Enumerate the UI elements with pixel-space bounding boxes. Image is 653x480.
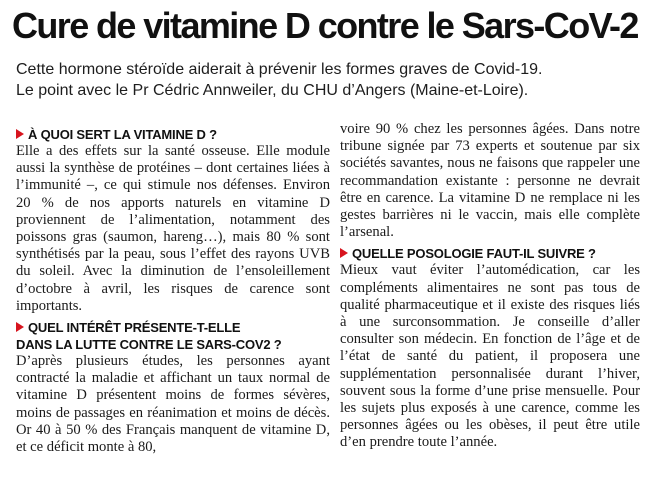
article-title: Cure de vitamine D contre le Sars-CoV-2 — [12, 5, 638, 46]
column-left — [16, 126, 330, 456]
section-2-body: D’après plusieurs études, les personnes ayant contracté la maladie et affichant un taux normal de vitamine D présentent moins de formes sévères, moins de passages en réanimation et moins de décès. Or 40 à 50 % des Français manquent de vitamine D, et ce déficit monte à 80, — [16, 353, 330, 456]
section-2-heading — [16, 319, 330, 353]
red-triangle-icon — [16, 322, 24, 332]
section-1-heading — [16, 126, 330, 143]
column-right — [340, 121, 640, 452]
article-lead — [16, 59, 641, 101]
section-2-heading-line-1: QUEL INTÉRÊT PRÉSENTE-T-ELLE — [28, 320, 241, 336]
section-2-body-continued: voire 90 % chez les personnes âgées. Dans notre tribune signée par 73 experts et soutenue par six sociétés savantes, nous ne faisons que rappeler une recommandation existante : personne ne devrait être en carence. La vitamine D ne remplace ni les gestes barrières ni le vaccin, mais elle complète l’arsenal. — [340, 121, 640, 241]
section-2-heading-line-2: DANS LA LUTTE CONTRE LE SARS-COV2 ? — [16, 337, 282, 353]
lead-line-1: Cette hormone stéroïde aiderait à prévenir les formes graves de Covid-19. — [16, 61, 543, 78]
section-3-body: Mieux vaut éviter l’automédication, car les compléments alimentaires ne sont pas tous de qualité pharmaceutique et il existe des risques liés à une surconsommation. Je conseille d’aller consulter son médecin. En fonction de l’âge et de l’état de santé du patient, il proposera une supplémentation personnalisée durant l’hiver, souvent sous la forme d’une prise mensuelle. Pour les sujets plus exposés à une carence, comme les personnes âgées ou les obèses, il peut être utile d’en prendre toute l’année. — [340, 262, 640, 451]
section-1-heading-text: À QUOI SERT LA VITAMINE D ? — [28, 127, 217, 142]
lead-line-2: Le point avec le Pr Cédric Annweiler, du CHU d’Angers (Maine-et-Loire). — [16, 82, 529, 99]
section-3-heading-text: QUELLE POSOLOGIE FAUT-IL SUIVRE ? — [352, 246, 596, 262]
section-3-heading — [340, 245, 640, 262]
red-triangle-icon — [340, 248, 348, 258]
section-1-body: Elle a des effets sur la santé osseuse. Elle module aussi la synthèse de protéines – dont certaines liées à l’immunité –, ce qui stimule nos défenses. Environ 20 % de nos apports naturels en vitamine D proviennent de l’alimentation, notamment des poissons gras (saumon, hareng…), mais 80 % sont synthétisés par la peau, sous l’effet des rayons UVB du soleil. Avec la diminution de l’ensoleillement d’octobre à avril, les risques de carence sont importants. — [16, 143, 330, 314]
red-triangle-icon — [16, 129, 24, 139]
